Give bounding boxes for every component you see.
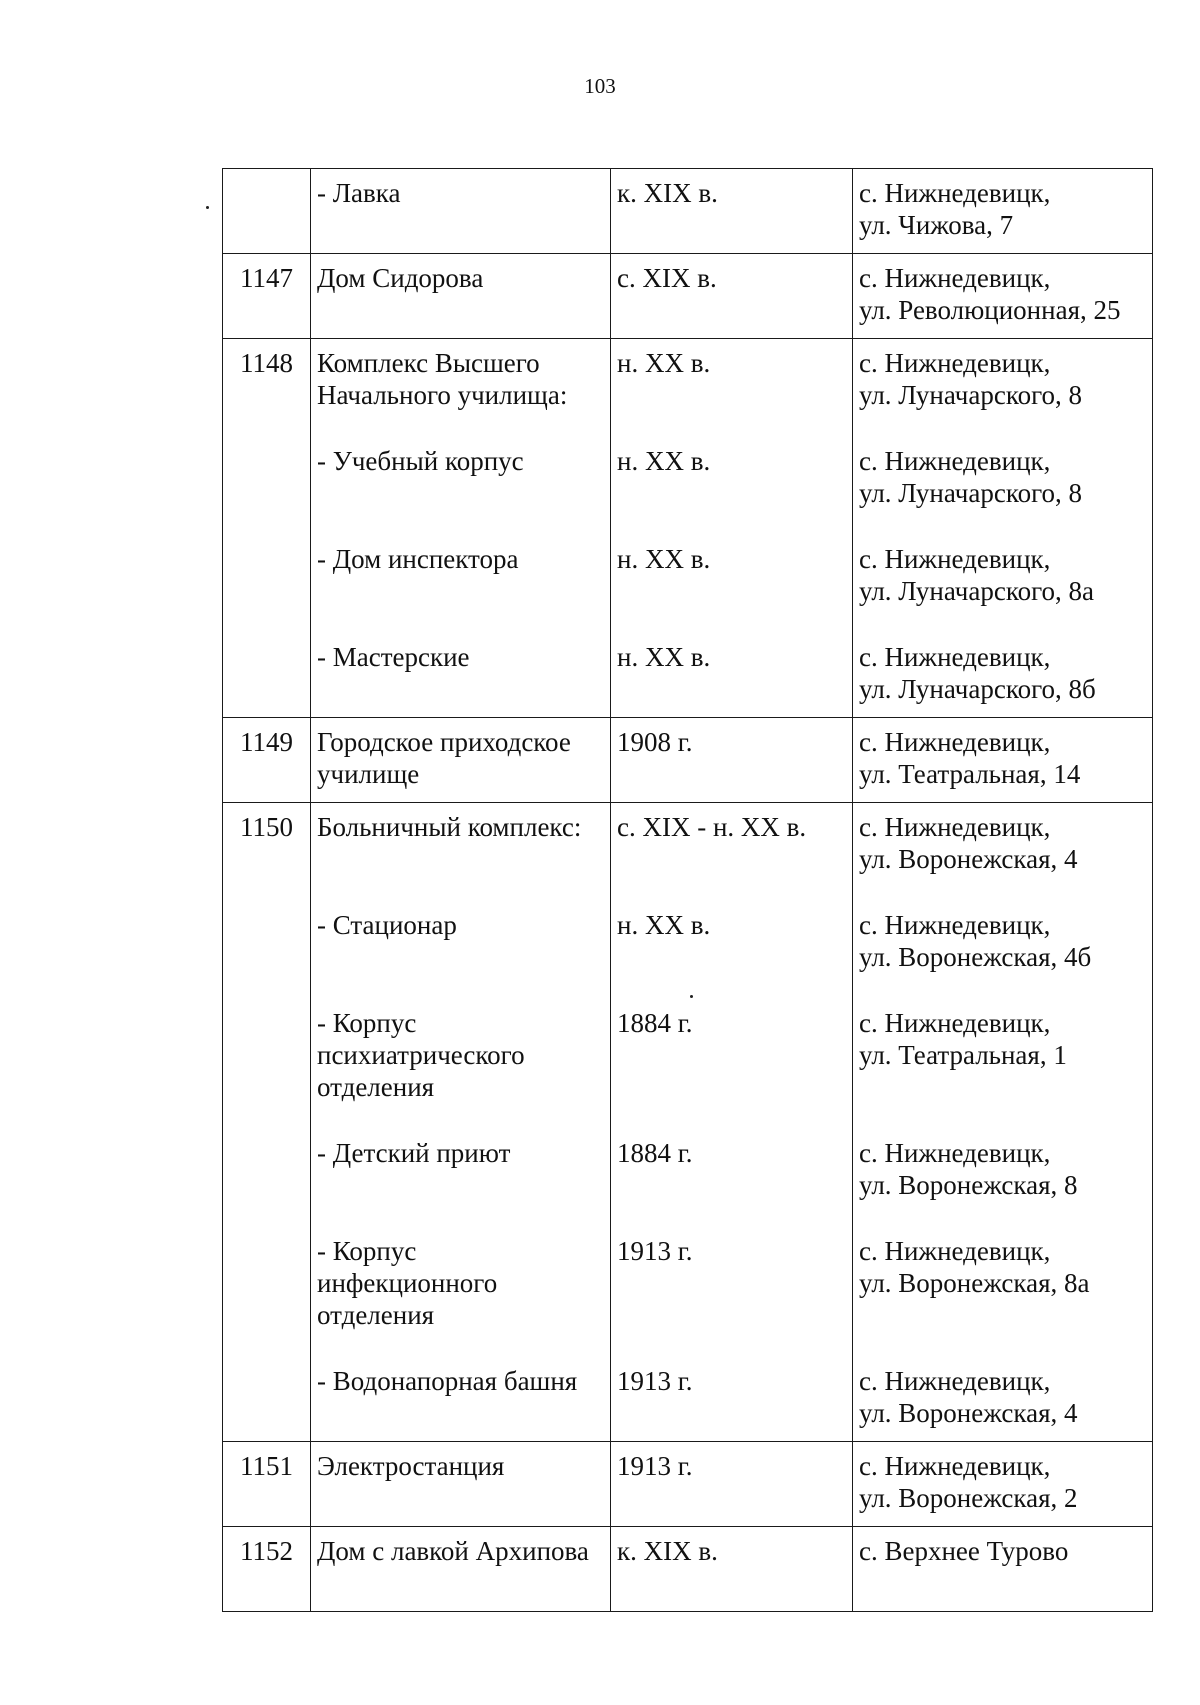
entry-address: с. Нижнедевицк, ул. Революционная, 25 bbox=[859, 263, 1121, 325]
entry-name-cell bbox=[311, 803, 611, 1442]
entry-address: с. Нижнедевицк, ул. Луначарского, 8 bbox=[859, 348, 1082, 410]
entry-number: 1150 bbox=[223, 803, 311, 1442]
entry-date-cell bbox=[611, 803, 853, 1442]
entry-name: - Лавка bbox=[317, 178, 401, 208]
entry-name-cell bbox=[311, 169, 611, 254]
entry-date-cell bbox=[611, 1527, 853, 1612]
entry-date: н. XX в. bbox=[617, 348, 711, 378]
entry-name: Больничный комплекс: bbox=[317, 812, 582, 842]
entry-date: 1884 г. bbox=[617, 1138, 693, 1168]
entry-date-cell bbox=[611, 339, 853, 718]
entry-name: Городское приходское училище bbox=[317, 727, 571, 789]
table-row bbox=[223, 339, 1153, 718]
entry-name-cell bbox=[311, 718, 611, 803]
page-number: 103 bbox=[584, 74, 616, 98]
entry-address: с. Нижнедевицк, ул. Воронежская, 4 bbox=[859, 1366, 1078, 1428]
entry-address: с. Нижнедевицк, ул. Луначарского, 8а bbox=[859, 544, 1094, 606]
table-row bbox=[223, 254, 1153, 339]
entry-address: с. Нижнедевицк, ул. Театральная, 14 bbox=[859, 727, 1081, 789]
entry-date: 1913 г. bbox=[617, 1366, 693, 1396]
entry-date: н. XX в. bbox=[617, 642, 711, 672]
entry-date: н. XX в. bbox=[617, 910, 711, 940]
entry-name: - Корпус инфекционного отделения bbox=[317, 1236, 498, 1330]
entry-name-cell bbox=[311, 339, 611, 718]
entry-date-cell bbox=[611, 254, 853, 339]
table-row bbox=[223, 1527, 1153, 1612]
entry-name: - Стационар bbox=[317, 910, 457, 940]
entry-name-cell bbox=[311, 254, 611, 339]
entry-number: 1149 bbox=[223, 718, 311, 803]
entry-address-cell bbox=[853, 339, 1153, 718]
entry-name: - Дом инспектора bbox=[317, 544, 519, 574]
entry-address: с. Нижнедевицк, ул. Воронежская, 8 bbox=[859, 1138, 1078, 1200]
entry-number: 1152 bbox=[223, 1527, 311, 1612]
registry-body bbox=[223, 169, 1153, 1612]
entry-address-cell bbox=[853, 254, 1153, 339]
entry-date: к. XIX в. bbox=[617, 178, 718, 208]
entry-number: 1147 bbox=[223, 254, 311, 339]
entry-address: с. Нижнедевицк, ул. Луначарского, 8б bbox=[859, 642, 1096, 704]
entry-date-cell bbox=[611, 169, 853, 254]
entry-date: к. XIX в. bbox=[617, 1536, 718, 1566]
entry-address-cell bbox=[853, 718, 1153, 803]
entry-address-cell bbox=[853, 803, 1153, 1442]
entry-name: Комплекс Высшего Начального училища: bbox=[317, 348, 568, 410]
entry-address: с. Нижнедевицк, ул. Воронежская, 2 bbox=[859, 1451, 1078, 1513]
entry-name: - Учебный корпус bbox=[317, 446, 524, 476]
entry-date: н. XX в. bbox=[617, 544, 711, 574]
table-row bbox=[223, 169, 1153, 254]
entry-number: 1148 bbox=[223, 339, 311, 718]
entry-date-cell bbox=[611, 718, 853, 803]
entry-address: с. Нижнедевицк, ул. Воронежская, 4 bbox=[859, 812, 1078, 874]
entry-address: с. Верхнее Турово bbox=[859, 1536, 1069, 1566]
entry-name: - Водонапорная башня bbox=[317, 1366, 578, 1396]
entry-name: - Мастерские bbox=[317, 642, 470, 672]
entry-address: с. Нижнедевицк, ул. Театральная, 1 bbox=[859, 1008, 1067, 1070]
entry-date-cell bbox=[611, 1442, 853, 1527]
table-row bbox=[223, 1442, 1153, 1527]
entry-number bbox=[223, 169, 311, 254]
entry-date: 1908 г. bbox=[617, 727, 693, 757]
table-row bbox=[223, 803, 1153, 1442]
entry-number: 1151 bbox=[223, 1442, 311, 1527]
entry-address-cell bbox=[853, 1442, 1153, 1527]
entry-name: - Детский приют bbox=[317, 1138, 511, 1168]
entry-date: н. XX в. bbox=[617, 446, 711, 476]
entry-name: Дом с лавкой Архипова bbox=[317, 1536, 589, 1566]
entry-address-cell bbox=[853, 1527, 1153, 1612]
entry-name-cell bbox=[311, 1527, 611, 1612]
entry-date: 1884 г. bbox=[617, 1008, 693, 1038]
entry-date: с. XIX в. bbox=[617, 263, 717, 293]
heritage-registry-table bbox=[222, 168, 1153, 1612]
entry-date: 1913 г. bbox=[617, 1451, 693, 1481]
entry-name: - Корпус психиатрического отделения bbox=[317, 1008, 525, 1102]
entry-address: с. Нижнедевицк, ул. Воронежская, 8а bbox=[859, 1236, 1090, 1298]
entry-date: 1913 г. bbox=[617, 1236, 693, 1266]
entry-name: Дом Сидорова bbox=[317, 263, 484, 293]
entry-name-cell bbox=[311, 1442, 611, 1527]
entry-address: с. Нижнедевицк, ул. Чижова, 7 bbox=[859, 178, 1051, 240]
entry-address: с. Нижнедевицк, ул. Воронежская, 4б bbox=[859, 910, 1092, 972]
table-row bbox=[223, 718, 1153, 803]
scan-speck bbox=[206, 206, 209, 209]
entry-address-cell bbox=[853, 169, 1153, 254]
entry-address: с. Нижнедевицк, ул. Луначарского, 8 bbox=[859, 446, 1082, 508]
entry-name: Электростанция bbox=[317, 1451, 505, 1481]
entry-date: с. XIX - н. XX в. bbox=[617, 812, 807, 842]
